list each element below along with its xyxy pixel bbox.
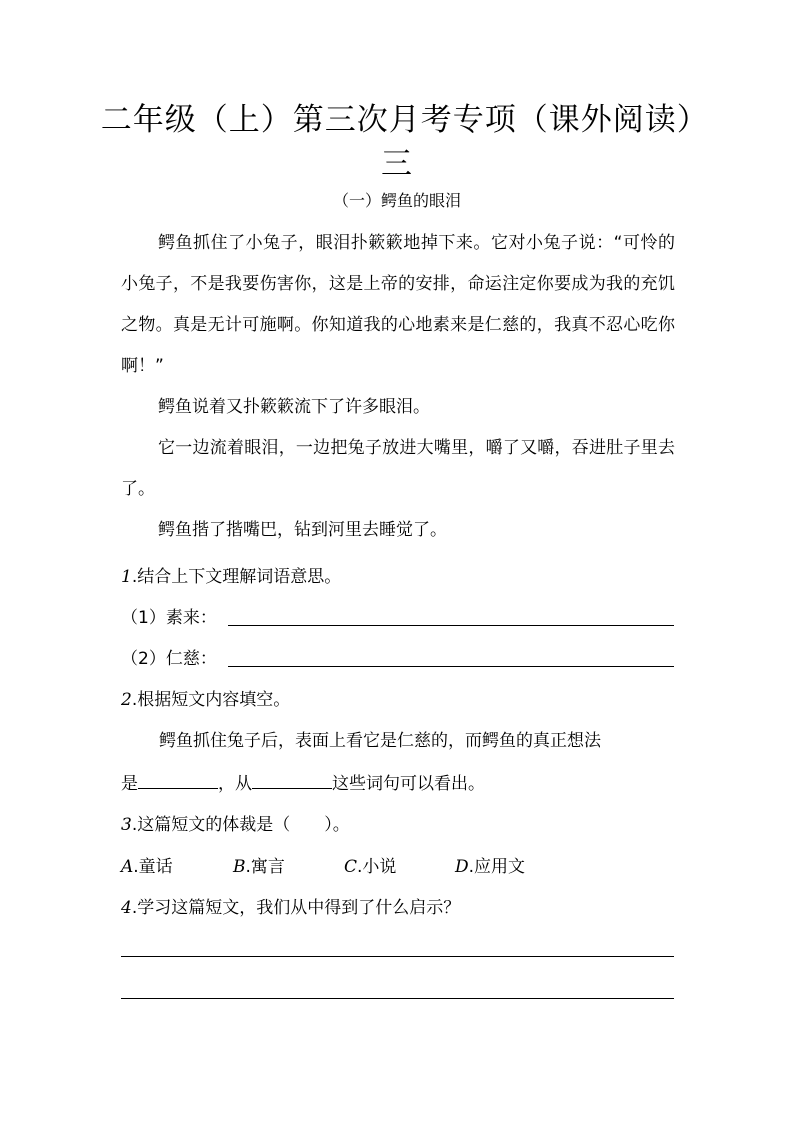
option-a-letter: A: [121, 857, 134, 877]
question-2-line-1: 鳄鱼抓住兔子后，表面上看它是仁慈的，而鳄鱼的真正想法: [159, 731, 601, 751]
question-4-number: 4: [121, 898, 132, 918]
passage-title: （一）鳄鱼的眼泪: [332, 191, 461, 210]
option-b-text: .寓言: [245, 857, 285, 877]
question-1-item-1-answer-line[interactable]: [228, 625, 674, 626]
question-2-part-a: 是: [121, 774, 138, 794]
passage-paragraph-4: 鳄鱼揩了揩嘴巴，钻到河里去睡觉了。: [158, 520, 447, 540]
question-2-blank-1[interactable]: [138, 770, 218, 789]
passage-paragraph-3: 它一边流着眼泪，一边把兔子放进大嘴里，嚼了又嚼，吞进肚子里去了。: [121, 438, 675, 499]
question-3: [121, 813, 350, 837]
question-1-item-2-label: （2）仁慈：: [121, 649, 217, 669]
page-title: 二年级（上）第三次月考专项（课外阅读）三: [100, 102, 694, 182]
question-4-answer-line-1[interactable]: [121, 956, 674, 957]
option-c-text: .小说: [357, 857, 397, 877]
question-3-option-b[interactable]: [233, 855, 285, 879]
passage-paragraph-1: 鳄鱼抓住了小兔子，眼泪扑簌簌地掉下来。它对小兔子说：“可怜的小兔子，不是我要伤害你，这是上帝的安排，命运注定你要成为我的充饥之物。真是无计可施啊。你知道我的心地素来是仁慈的，我真不忍心吃你啊！”: [121, 233, 675, 376]
question-2: [121, 688, 290, 712]
question-2-text: .根据短文内容填空。: [131, 690, 291, 710]
question-2-number: 2: [121, 690, 132, 710]
question-2-part-b: ，从: [218, 774, 252, 794]
question-2-blank-2[interactable]: [252, 770, 332, 789]
question-2-line-2: [121, 770, 485, 796]
question-4: [121, 896, 460, 920]
question-4-text: .学习这篇短文，我们从中得到了什么启示？: [131, 898, 461, 918]
option-b-letter: B: [233, 857, 246, 877]
question-1: [121, 565, 341, 589]
question-3-option-d[interactable]: [455, 855, 525, 879]
question-3-text: .这篇短文的体裁是（ ）。: [131, 815, 350, 835]
option-c-letter: C: [344, 857, 358, 877]
question-1-item-1-label: （1）素来：: [121, 608, 217, 628]
question-3-number: 3: [121, 815, 132, 835]
question-1-number: 1: [121, 567, 132, 587]
question-1-text: .结合上下文理解词语意思。: [131, 567, 342, 587]
option-d-text: .应用文: [468, 857, 526, 877]
question-2-part-c: 这些词句可以看出。: [332, 774, 485, 794]
option-a-text: .童话: [133, 857, 173, 877]
option-d-letter: D: [455, 857, 469, 877]
question-4-answer-line-2[interactable]: [121, 998, 674, 999]
passage-paragraph-2: 鳄鱼说着又扑簌簌流下了许多眼泪。: [158, 397, 430, 417]
question-3-option-c[interactable]: [344, 855, 396, 879]
question-1-item-2-answer-line[interactable]: [228, 666, 674, 667]
question-3-option-a[interactable]: [121, 855, 173, 879]
